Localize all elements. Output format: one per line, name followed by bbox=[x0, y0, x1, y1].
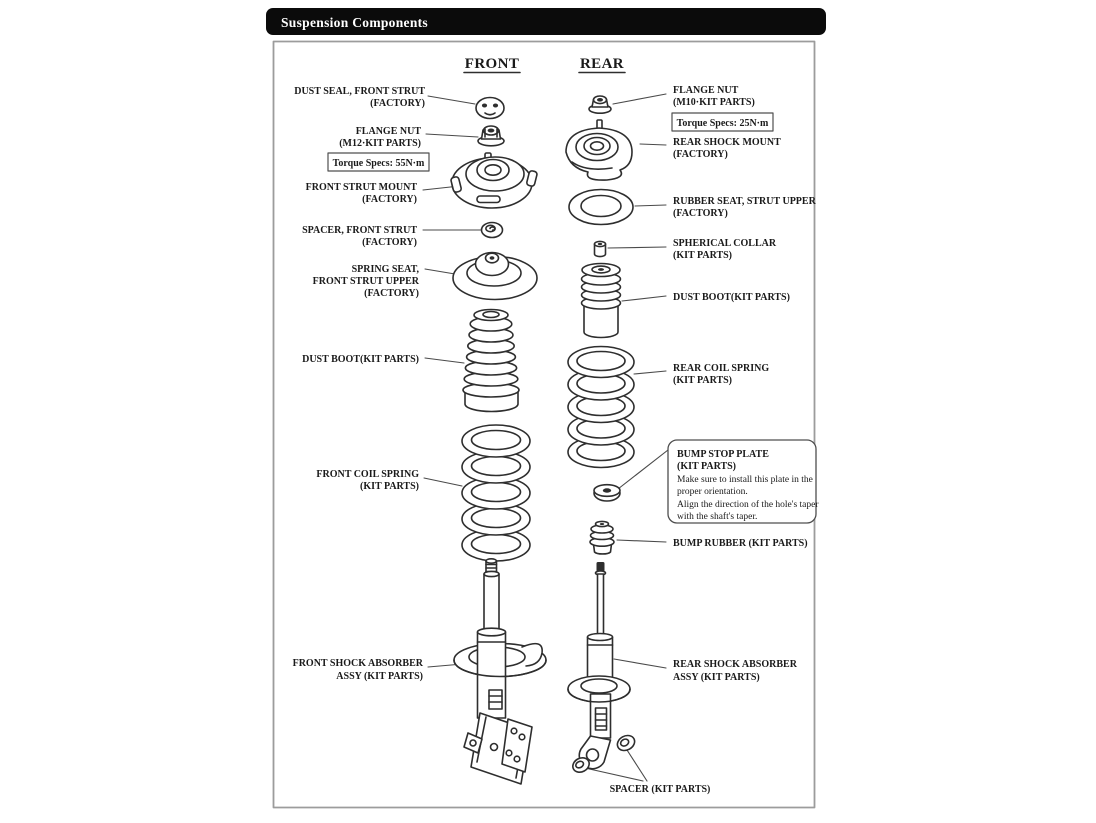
rear-shock-absorber-label: REAR SHOCK ABSORBER bbox=[673, 659, 797, 670]
rear-shock-absorber-label: ASSY (KIT PARTS) bbox=[673, 672, 760, 683]
rear-header: REAR bbox=[579, 56, 625, 72]
front-shock-absorber-label: FRONT SHOCK ABSORBER bbox=[292, 658, 423, 669]
front-dust-boot-part bbox=[463, 310, 519, 412]
bump-stop-plate-note: Make sure to install this plate in the bbox=[677, 475, 813, 485]
bump-stop-plate-note: Align the direction of the hole's taper bbox=[677, 500, 819, 510]
front-coil-spring-part bbox=[462, 425, 530, 561]
front-flange-nut-label: (M12·KIT PARTS) bbox=[339, 138, 421, 149]
rear-flange-nut-label: (M10·KIT PARTS) bbox=[673, 97, 755, 108]
rear-dust-boot-part bbox=[582, 264, 621, 338]
front-coil-spring-label: FRONT COIL SPRING bbox=[316, 469, 419, 480]
front-spacer-label: (FACTORY) bbox=[362, 237, 417, 248]
rear-coil-spring-label: REAR COIL SPRING bbox=[673, 363, 770, 374]
rear-shock-mount-label: (FACTORY) bbox=[673, 149, 728, 160]
front-dust-seal-part bbox=[476, 98, 504, 119]
rear-torque-spec: Torque Specs: 25N·m bbox=[676, 118, 769, 129]
page-title: Suspension Components bbox=[281, 15, 428, 30]
front-dust-boot-label: DUST BOOT(KIT PARTS) bbox=[302, 354, 419, 365]
rear-coil-spring-part bbox=[568, 347, 634, 468]
bump-rubber-label: BUMP RUBBER (KIT PARTS) bbox=[673, 538, 808, 549]
rear-bump-stop-plate-part bbox=[594, 485, 620, 501]
rear-spherical-collar-label: SPHERICAL COLLAR bbox=[673, 238, 777, 249]
rear-spherical-collar-label: (KIT PARTS) bbox=[673, 250, 733, 261]
rear-rubber-seat-part bbox=[569, 190, 633, 225]
title-bar bbox=[266, 8, 826, 35]
rear-coil-spring-label: (KIT PARTS) bbox=[673, 375, 733, 386]
rear-dust-boot-label: DUST BOOT(KIT PARTS) bbox=[673, 292, 790, 303]
front-strut-mount-label: FRONT STRUT MOUNT bbox=[305, 182, 417, 193]
bump-stop-plate-label: BUMP STOP PLATE bbox=[677, 449, 769, 460]
front-coil-spring-label: (KIT PARTS) bbox=[359, 481, 419, 492]
front-header: FRONT bbox=[464, 56, 520, 72]
rear-flange-nut-label: FLANGE NUT bbox=[673, 85, 739, 96]
front-dust-seal-label: DUST SEAL, FRONT STRUT bbox=[294, 86, 425, 97]
front-flange-nut-label: FLANGE NUT bbox=[355, 126, 421, 137]
rear-spacer-label: SPACER (KIT PARTS) bbox=[609, 784, 711, 795]
rear-rubber-seat-label: (FACTORY) bbox=[673, 208, 728, 219]
rear-bump-rubber-part bbox=[590, 521, 614, 554]
front-spring-seat-label: FRONT STRUT UPPER bbox=[312, 276, 419, 287]
rear-shock-mount-label: REAR SHOCK MOUNT bbox=[673, 137, 781, 148]
front-spacer-part bbox=[482, 223, 503, 238]
bump-stop-plate-label: (KIT PARTS) bbox=[677, 461, 737, 472]
front-spring-seat-label: (FACTORY) bbox=[364, 288, 419, 299]
front-spacer-label: SPACER, FRONT STRUT bbox=[302, 225, 417, 236]
front-dust-seal-label: (FACTORY) bbox=[370, 98, 425, 109]
front-strut-mount-label: (FACTORY) bbox=[362, 194, 417, 205]
bump-stop-plate-note: with the shaft's taper. bbox=[677, 512, 758, 522]
front-spring-seat-label: SPRING SEAT, bbox=[351, 264, 419, 275]
rear-spherical-collar-part bbox=[595, 241, 606, 256]
front-shock-absorber-label: ASSY (KIT PARTS) bbox=[336, 671, 423, 682]
rear-rubber-seat-label: RUBBER SEAT, STRUT UPPER bbox=[673, 196, 816, 207]
bump-stop-plate-note: proper orientation. bbox=[677, 487, 748, 497]
front-torque-spec: Torque Specs: 55N·m bbox=[332, 158, 425, 169]
